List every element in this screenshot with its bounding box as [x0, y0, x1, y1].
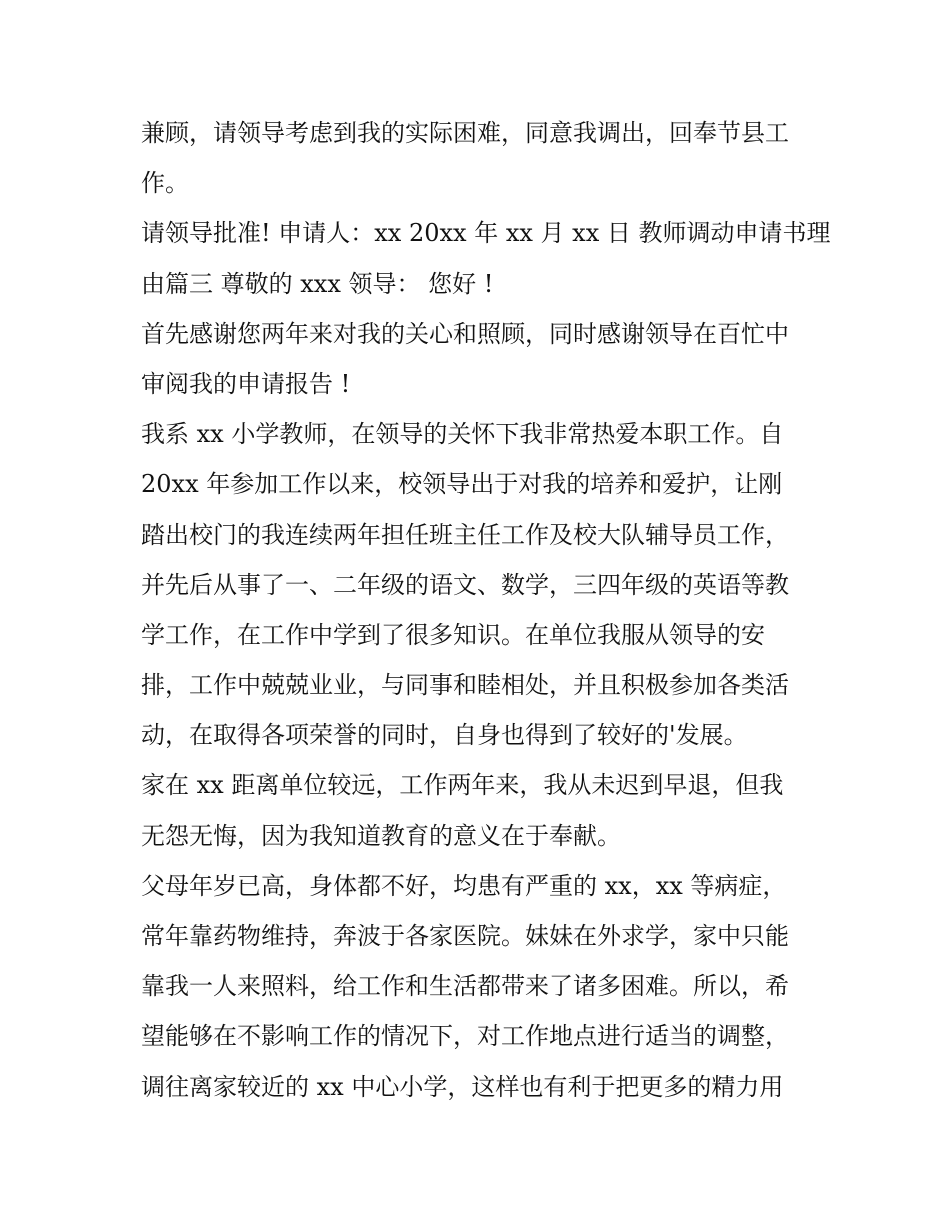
text-line: 首先感谢您两年来对我的关心和照顾，同时感谢领导在百忙中 — [141, 319, 789, 348]
text-line: 调往离家较近的 xx 中心小学，这样也有利于把更多的精力用 — [141, 1072, 784, 1101]
body-text — [141, 108, 831, 1112]
text-line: 我系 xx 小学教师，在领导的关怀下我非常热爱本职工作。自 — [141, 420, 784, 449]
text-line: 无怨无悔，因为我知道教育的意义在于奉献。 — [141, 821, 621, 850]
text-line: 踏出校门的我连续两年担任班主任工作及校大队辅导员工作， — [141, 520, 789, 549]
text-line: 动，在取得各项荣誉的同时，自身也得到了较好的'发展。 — [141, 721, 748, 750]
text-line: 由篇三 尊敬的 xxx 领导： 您好 ! — [141, 269, 494, 298]
text-line: 作。 — [141, 169, 189, 198]
text-line: 20xx 年参加工作以来，校领导出于对我的培养和爱护，让刚 — [141, 470, 783, 499]
text-line: 审阅我的申请报告 ! — [141, 369, 351, 398]
text-line: 父母年岁已高，身体都不好，均患有严重的 xx，xx 等病症， — [141, 871, 787, 900]
text-line: 学工作，在工作中学到了很多知识。在单位我服从领导的安 — [141, 620, 765, 649]
text-line: 望能够在不影响工作的情况下，对工作地点进行适当的调整， — [141, 1022, 789, 1051]
text-line: 请领导批准! 申请人：xx 20xx 年 xx 月 xx 日 教师调动申请书理 — [141, 219, 831, 248]
text-line: 并先后从事了一、二年级的语文、数学，三四年级的英语等教 — [141, 570, 789, 599]
text-line: 兼顾，请领导考虑到我的实际困难，同意我调出，回奉节县工 — [141, 119, 789, 147]
text-line: 家在 xx 距离单位较远，工作两年来，我从未迟到早退，但我 — [141, 771, 784, 800]
text-line: 排，工作中兢兢业业，与同事和睦相处，并且积极参加各类活 — [141, 671, 789, 700]
text-line: 靠我一人来照料，给工作和生活都带来了诸多困难。所以，希 — [141, 972, 789, 1001]
text-line: 常年靠药物维持，奔波于各家医院。妹妹在外求学，家中只能 — [141, 922, 789, 950]
